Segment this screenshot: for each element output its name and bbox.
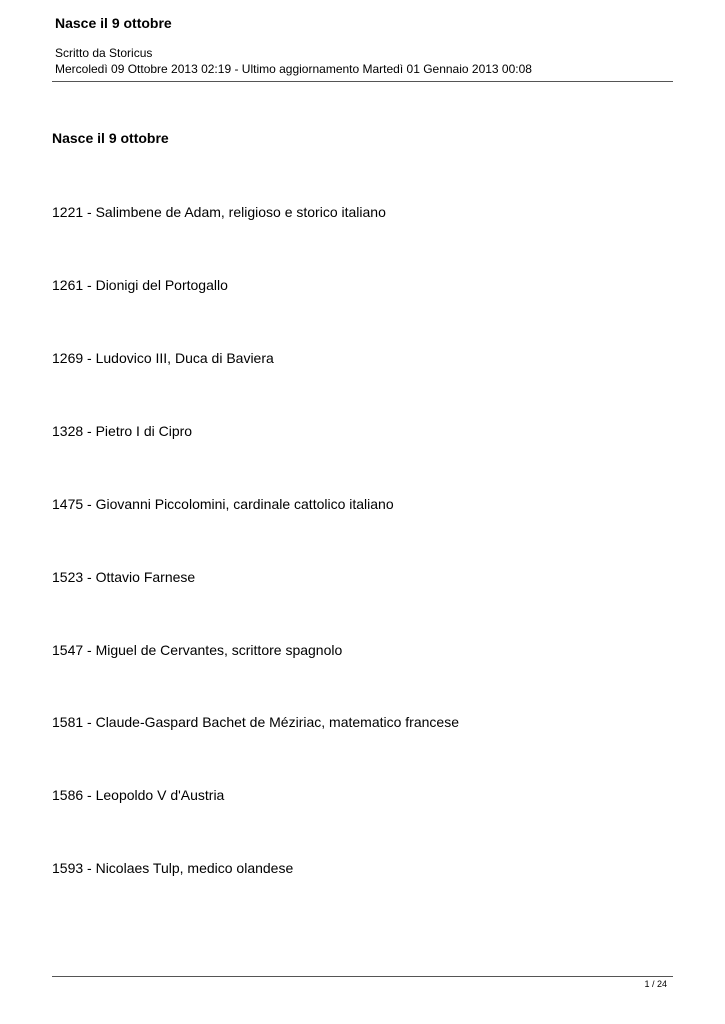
list-item: 1523 - Ottavio Farnese bbox=[52, 569, 196, 585]
list-item: 1328 - Pietro I di Cipro bbox=[52, 423, 193, 439]
list-item: 1261 - Dionigi del Portogallo bbox=[52, 277, 228, 293]
page-number: 1 / 24 bbox=[644, 979, 667, 989]
list-item: 1547 - Miguel de Cervantes, scrittore spagnolo bbox=[52, 642, 343, 658]
article-title: Nasce il 9 ottobre bbox=[52, 130, 169, 146]
footer-divider bbox=[52, 976, 673, 977]
list-item: 1269 - Ludovico III, Duca di Baviera bbox=[52, 350, 274, 366]
list-item: 1581 - Claude-Gaspard Bachet de Méziriac, matematico francese bbox=[52, 714, 459, 730]
list-item: 1475 - Giovanni Piccolomini, cardinale cattolico italiano bbox=[52, 496, 394, 512]
header-title: Nasce il 9 ottobre bbox=[55, 15, 172, 31]
header-divider bbox=[52, 81, 673, 82]
date-meta: Mercoledì 09 Ottobre 2013 02:19 - Ultimo aggiornamento Martedì 01 Gennaio 2013 00:08 bbox=[55, 62, 532, 76]
list-item: 1586 - Leopoldo V d'Austria bbox=[52, 787, 225, 803]
list-item: 1221 - Salimbene de Adam, religioso e storico italiano bbox=[52, 204, 386, 220]
list-item: 1593 - Nicolaes Tulp, medico olandese bbox=[52, 860, 294, 876]
author-byline: Scritto da Storicus bbox=[55, 46, 153, 60]
